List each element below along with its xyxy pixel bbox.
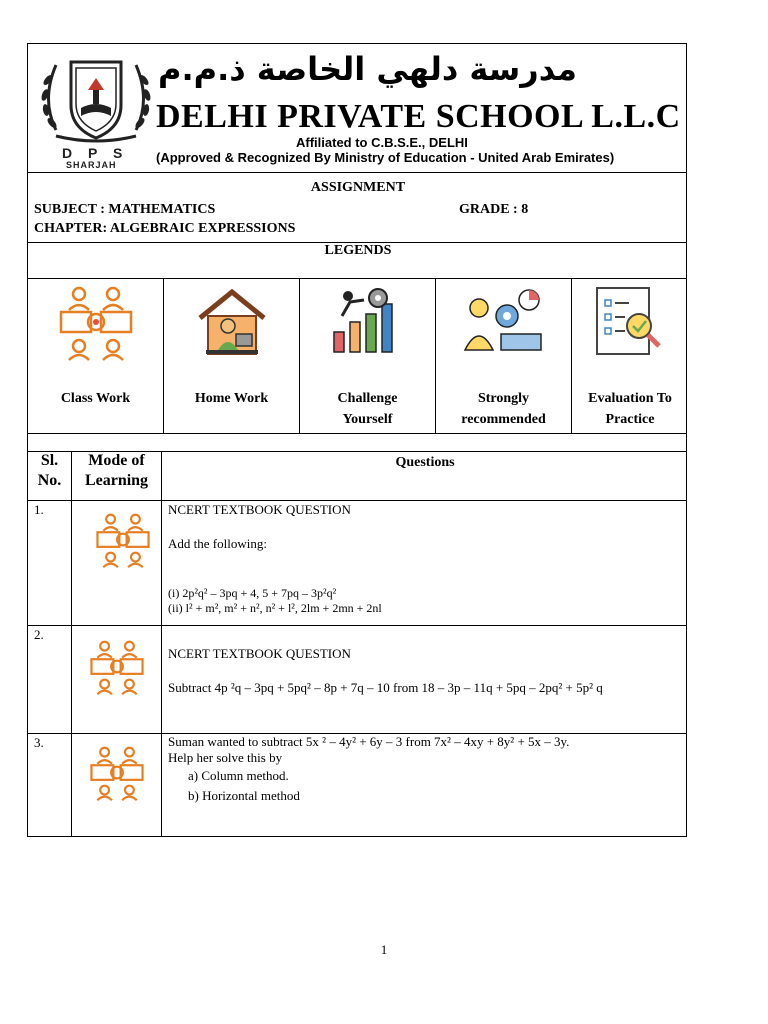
legend-label: Evaluation To Practice [588, 391, 672, 427]
question-instruction: Add the following: [168, 536, 267, 551]
legend-class-work [28, 278, 164, 433]
header-sl-no: Sl. No. [28, 451, 72, 500]
serial-number: 1. [28, 500, 72, 625]
logo-location: SHARJAH [66, 160, 117, 170]
subject-label: SUBJECT : MATHEMATICS [34, 202, 216, 217]
chapter-label: CHAPTER: ALGEBRAIC EXPRESSIONS [34, 221, 296, 236]
logo-acronym: D P S [62, 145, 129, 161]
legends-heading [28, 242, 687, 279]
question-cell [162, 500, 687, 627]
school-name: DELHI PRIVATE SCHOOL L.L.C [156, 98, 681, 135]
legend-home-work [164, 278, 300, 433]
table-row [28, 625, 687, 734]
header-mode-of-learning: Mode of Learning [72, 451, 162, 500]
legend-label: Challenge Yourself [337, 391, 398, 427]
teamwork-icon [59, 286, 133, 362]
teamwork-icon [90, 745, 144, 803]
spacer-row [28, 433, 687, 452]
question-instruction: Help her solve this by [168, 750, 283, 765]
growth-chart-icon [328, 286, 408, 354]
school-name-arabic: مدرسة دلهي الخاصة ذ.م.م [158, 50, 577, 88]
grade-label: GRADE : 8 [459, 202, 529, 217]
school-crest-logo [36, 50, 156, 144]
option-b: b) Horizontal method [188, 788, 300, 803]
legend-evaluation-to-practice [572, 278, 687, 433]
question-source: NCERT TEXTBOOK QUESTION [168, 646, 351, 661]
evaluation-checklist-icon [593, 286, 667, 358]
assignment-title: ASSIGNMENT [310, 180, 406, 195]
page-number: 1 [380, 942, 388, 957]
header-questions: Questions [395, 455, 455, 470]
question-text: Suman wanted to subtract 5x ² – 4y² + 6y – 3 from 7x² – 4xy + 8y² + 5x – 3y. [168, 734, 570, 749]
assignment-info [28, 172, 687, 243]
serial-number: 2. [28, 625, 72, 733]
affiliation-text: Affiliated to C.B.S.E., DELHI [296, 135, 468, 150]
option-a: a) Column method. [188, 768, 289, 783]
assignment-page [27, 43, 687, 837]
legend-challenge-yourself [300, 278, 436, 433]
table-row [28, 733, 687, 837]
legend-strongly-recommended [436, 278, 572, 433]
question-part: (i) 2p²q² – 3pq + 4, 5 + 7pq – 3p²q² [168, 586, 337, 600]
legend-label: Strongly recommended [461, 391, 546, 427]
legend-label: Class Work [60, 391, 131, 406]
legends-title: LEGENDS [324, 243, 392, 258]
mode-cell [72, 625, 162, 733]
legend-label: Home Work [194, 391, 269, 406]
person-gear-icon [461, 286, 547, 354]
table-row [28, 500, 687, 626]
teamwork-icon [96, 512, 150, 570]
question-cell [162, 733, 687, 837]
teamwork-icon [90, 639, 144, 697]
serial-number: 3. [28, 733, 72, 837]
home-study-icon [196, 286, 268, 358]
legend-row [28, 278, 687, 434]
approval-text: (Approved & Recognized By Ministry of Education - United Arab Emirates) [156, 150, 615, 165]
mode-cell [72, 500, 162, 625]
question-text: Subtract 4p ²q – 3pq + 5pq² – 8p + 7q – 10 from 18 – 3p – 11q + 5pq – 2pq² + 5p² q [168, 680, 603, 695]
mode-cell [72, 733, 162, 837]
question-source: NCERT TEXTBOOK QUESTION [168, 502, 351, 517]
questions-table-header [28, 451, 687, 501]
question-cell [162, 625, 687, 735]
school-header [28, 44, 687, 173]
question-part: (ii) l² + m², m² + n², n² + l², 2lm + 2mn + 2nl [168, 601, 382, 615]
